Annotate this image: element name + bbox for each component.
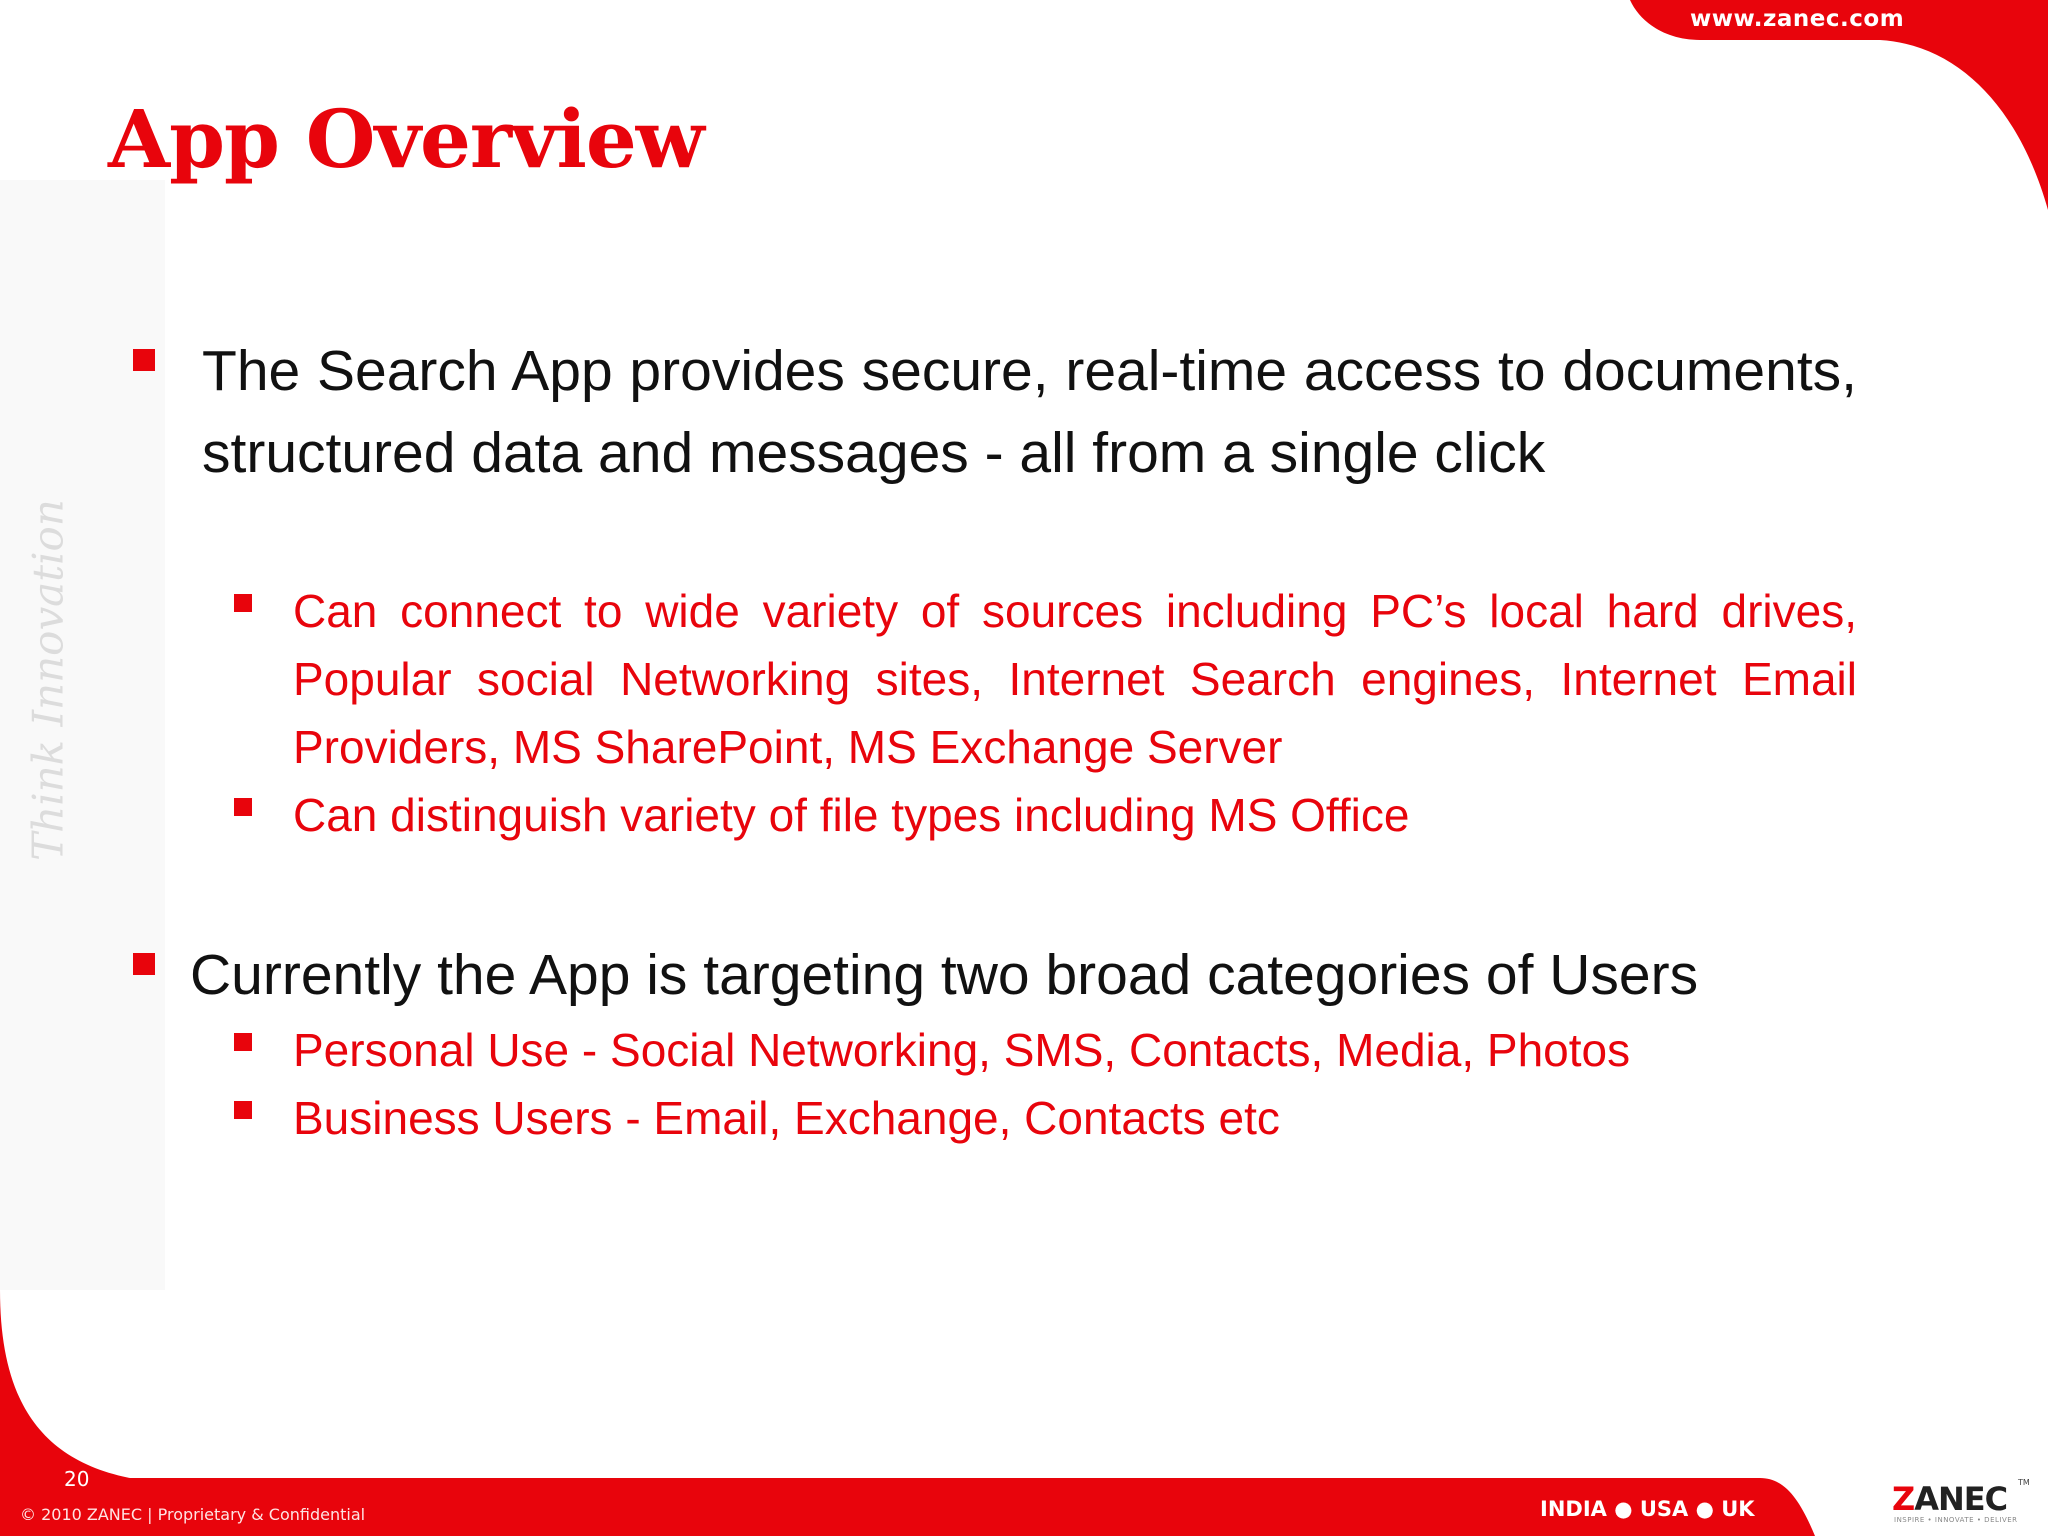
sub-bullet-text: Business Users - Email, Exchange, Contacts etc bbox=[293, 1092, 1280, 1144]
sub-bullet-marker bbox=[234, 798, 252, 816]
copyright-notice: © 2010 ZANEC | Proprietary & Confidential bbox=[20, 1505, 366, 1524]
logo-wordmark bbox=[1892, 1480, 2007, 1518]
bullet-marker bbox=[133, 953, 155, 975]
bullet-marker bbox=[133, 349, 155, 371]
page-number: 20 bbox=[64, 1467, 90, 1491]
logo-trademark: TM bbox=[2018, 1478, 2030, 1487]
sub-bullet-text: Can distinguish variety of file types including MS Office bbox=[293, 789, 1410, 841]
sub-bullet-text: Personal Use - Social Networking, SMS, Contacts, Media, Photos bbox=[293, 1024, 1631, 1076]
bullet-text: The Search App provides secure, real-time access to documents, structured data and messages - all from a single click bbox=[202, 339, 1857, 485]
website-url[interactable]: www.zanec.com bbox=[1690, 6, 1905, 32]
logo-rest: ANEC bbox=[1914, 1480, 2008, 1518]
slide-title: App Overview bbox=[108, 92, 704, 186]
logo-z-letter: Z bbox=[1892, 1480, 1915, 1518]
logo-tagline: INSPIRE • INNOVATE • DELIVER bbox=[1894, 1516, 2018, 1524]
side-watermark-text: Think Innovation bbox=[23, 499, 73, 861]
sub-bullet-text: Can connect to wide variety of sources including PC’s local hard drives, Popular social Networking sites, Internet Search engines, Internet Email Providers, MS SharePoint, MS Exchange Server bbox=[293, 585, 1857, 773]
bullet-text: Currently the App is targeting two broad categories of Users bbox=[190, 943, 1699, 1007]
zanec-logo bbox=[1878, 1478, 2028, 1530]
office-locations: INDIA ● USA ● UK bbox=[1540, 1497, 1755, 1521]
sub-bullet-marker bbox=[234, 594, 252, 612]
sub-bullet-marker bbox=[234, 1101, 252, 1119]
sub-bullet-marker bbox=[234, 1033, 252, 1051]
